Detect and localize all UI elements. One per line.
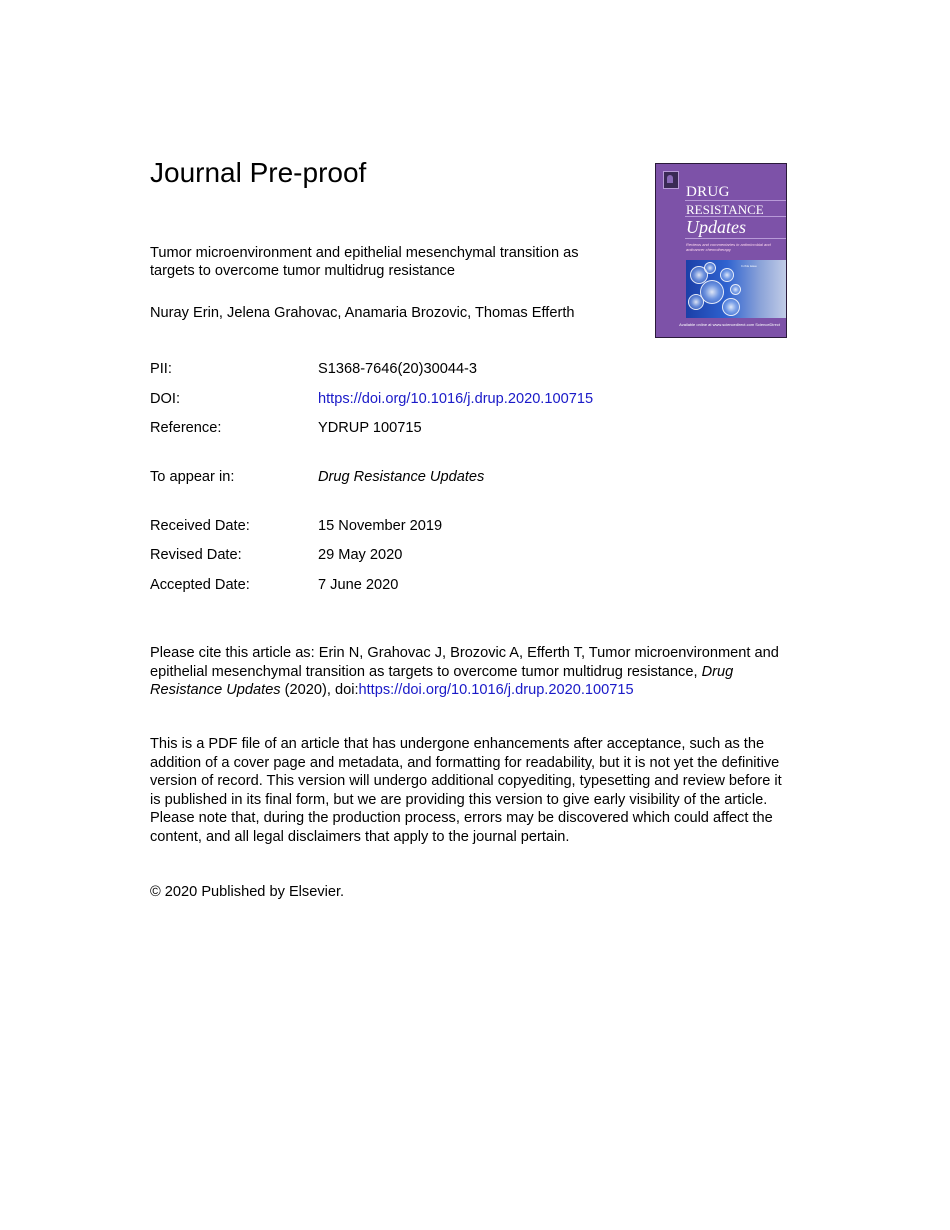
- appear-in-value: Drug Resistance Updates: [318, 469, 485, 485]
- accepted-date-value: 7 June 2020: [318, 577, 399, 593]
- journal-pre-proof-title: Journal Pre-proof: [150, 157, 367, 188]
- citation-text: Please cite this article as: Erin N, Grahovac J, Brozovic A, Efferth T, Tumor microenvironment and epithelial mesenchymal transition as targets to overcome tumor multidrug resistance,: [150, 645, 779, 680]
- cell-bubble-icon: [730, 284, 741, 295]
- cell-bubble-icon: [720, 268, 734, 282]
- citation-doi-prefix: doi:: [334, 682, 359, 698]
- article-authors: Nuray Erin, Jelena Grahovac, Anamaria Brozovic, Thomas Efferth: [150, 305, 575, 321]
- reference-value: YDRUP 100715: [318, 420, 422, 436]
- doi-link[interactable]: https://doi.org/10.1016/j.drup.2020.100715: [318, 391, 594, 407]
- reference-label: Reference:: [150, 420, 222, 436]
- cover-title-drug: DRUG: [686, 184, 730, 200]
- elsevier-logo-icon: [663, 171, 679, 189]
- citation-journal: Drug Resistance Updates: [150, 663, 734, 698]
- cover-microscopy-image: [686, 260, 787, 318]
- cover-title-updates: Updates: [686, 217, 746, 237]
- pii-label: PII:: [150, 361, 172, 377]
- doi-label: DOI:: [150, 391, 180, 407]
- citation-doi-link[interactable]: https://doi.org/10.1016/j.drup.2020.100715: [358, 682, 634, 698]
- appear-in-label: To appear in:: [150, 469, 235, 485]
- cover-title-resistance: RESISTANCE: [686, 202, 764, 217]
- cover-divider: [685, 238, 786, 239]
- preproof-notice: This is a PDF file of an article that has undergone enhancements after acceptance, such as the addition of a cover page and metadata, and formatting for readability, but it is not yet the definitive version of record. This version will undergo additional copyediting, typesetting and review before it is published in its final form, but we are providing this version to give early visibility of the article. Please note that, during the production process, errors may be discovered which could affect the content, and all legal disclaimers that apply to the journal pertain.: [150, 736, 782, 845]
- cell-bubble-icon: [704, 262, 716, 274]
- revised-date-label: Revised Date:: [150, 547, 242, 563]
- revised-date-value: 29 May 2020: [318, 547, 403, 563]
- cell-bubble-icon: [722, 298, 740, 316]
- citation-block: [150, 644, 800, 700]
- citation-year: (2020),: [284, 682, 331, 698]
- cover-footer: Available online at www.sciencedirect.com ScienceDirect: [679, 322, 780, 327]
- received-date-value: 15 November 2019: [318, 518, 443, 534]
- copyright-line: © 2020 Published by Elsevier.: [150, 884, 345, 900]
- received-date-label: Received Date:: [150, 518, 250, 534]
- accepted-date-label: Accepted Date:: [150, 577, 250, 593]
- article-title: Tumor microenvironment and epithelial mesenchymal transition as targets to overcome tumor multidrug resistance: [150, 245, 579, 279]
- journal-cover-image: [655, 163, 787, 338]
- cover-subtitle: Reviews and commentaries in antimicrobial and anticancer chemotherapy: [686, 242, 771, 252]
- cover-picture-label: In this issue: [741, 264, 757, 268]
- pii-value: S1368-7646(20)30044-3: [318, 361, 478, 377]
- cell-bubble-icon: [688, 294, 704, 310]
